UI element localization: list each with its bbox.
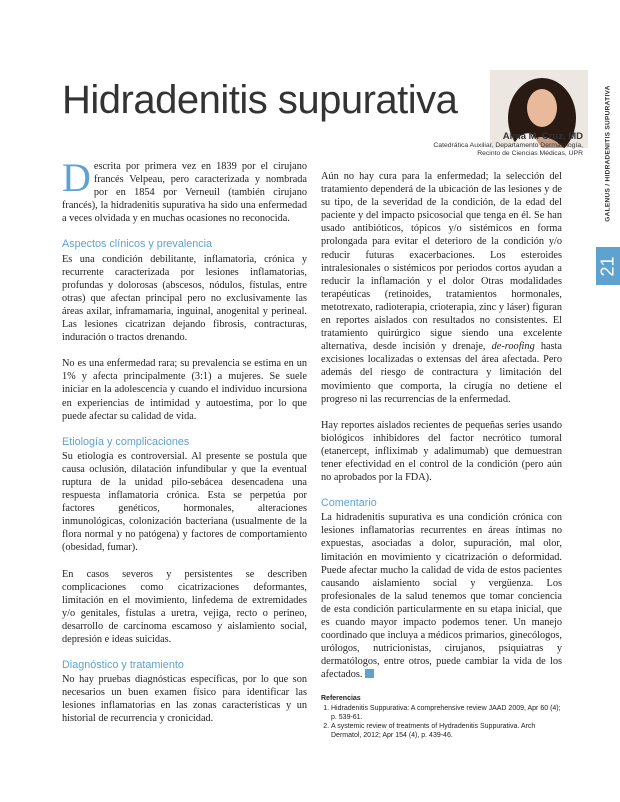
italic-term: de-roofing — [491, 341, 535, 353]
reference-item: 1. Hidradenitis Suppurativa: A comprehensive review JAAD 2009, Apr 60 (4); p. 539-61. — [331, 704, 562, 722]
end-mark-icon — [365, 669, 374, 678]
section-heading: Etiología y complicaciones — [62, 435, 190, 448]
author-name: Alma M. Cruz, MD — [502, 131, 583, 142]
body-paragraph — [321, 170, 562, 406]
references — [321, 694, 562, 740]
body-paragraph: No hay pruebas diagnósticas específicas, por lo que son necesarios un buen examen físico para identificar las lesiones inflamatorias en las zonas características y un historial de recurrencia y cronicidad. — [62, 674, 307, 725]
body-text: hasta excisiones localizadas o extensas del área afectada. Pero además del riesgo de contractura y limitación del movimiento que comporta, la cirugía no detiene el progreso ni las recurrencias de la enfermedad. — [321, 341, 562, 405]
references-heading: Referencias — [321, 695, 361, 703]
drop-cap: D — [62, 155, 91, 200]
body-text: La hidradenitis supurativa es una condición crónica con lesiones inflamatorias recurrentes en áreas íntimas no expuestas, asociadas a dolor, supuración, mal olor, limitación en movimiento y cicatrización o deformidad. Puede afectar mucho la calidad de vida de estos pacientes causando aislamiento social y vergüenza. Los profesionales de la salud tenemos que tomar conciencia de esta condición particularmente en su etapa inicial, que es cuando mayor impacto podemos tener. Un manejo coordinado que incluya a médicos primarios, ginecólogos, urólogos, nutricionistas, cirujanos, psiquiatras y dermatólogos, entre otros, puede cambiar la vida de los afectados. — [321, 512, 562, 681]
page-number: 21 — [597, 255, 618, 277]
article-title: Hidradenitis supurativa — [62, 78, 458, 122]
section-heading: Diagnóstico y tratamiento — [62, 659, 184, 672]
page-number-box — [596, 247, 620, 285]
intro-text: escrita por primera vez en 1839 por el cirujano francés Velpeau, pero caracterizada y nombrada por en 1854 por Verneuil (también cirujano francés), la hidradenitis supurativa ha sido una enfermedad a veces olvidada y en muchas ocasiones no reconocida. — [62, 161, 307, 225]
column-right — [321, 170, 562, 740]
body-text: Aún no hay cura para la enfermedad; la selección del tratamiento dependerá de la ubicación de las lesiones y de su tipo, de la severidad de la condición, de la edad del paciente y del impacto psicosocial que tenga en él. Se han usado antibióticos, tópicos y/o sistémicos en forma prolongada para evitar el deterioro de la condición y/o reducir futuras exacerbaciones. Los esteroides intralesionales o sistémicos por periodos cortos ayudan a reducir la inflamación y el dolor Otras modalidades terapéuticas (retinoides, tratamientos hormonales, metotrexato, radioterapia, crioterapia, zinc y láser) figuran en reportes aislados con resultados no consistentes. El tratamiento quirúrgico sigue siendo una excelente alternativa, desde incisión y drenaje, — [321, 171, 562, 353]
body-paragraph: Hay reportes aislados recientes de pequeñas series usando biológicos inhibidores del factor necrótico tumoral (etanercept, infliximab y adalimumab) que demuestran tener efectividad en el control de la condición (pero aún no aprobados por la FDA). — [321, 419, 562, 484]
body-paragraph — [321, 511, 562, 681]
author-affiliation: Catedrática Auxiliar, Departamento Dermatología, — [433, 142, 583, 149]
body-paragraph: Su etiología es controversial. Al presente se postula que causa oclusión, dilatación infundibular y que la eventual ruptura de la unidad pilo-sebácea desencadena una respuesta inflamatoria crónica. Esta se perpetúa por factores genéticos, hormonales, alteraciones inmunológicas, colonización bacteriana (usualmente de la flora normal y no patógena) y factores de comportamiento (obesidad, fumar). — [62, 450, 307, 554]
references-list — [321, 704, 562, 740]
intro-paragraph — [62, 155, 307, 225]
body-paragraph: No es una enfermedad rara; su prevalencia se estima en un 1% y afecta principalmente (3:1) a mujeres. Se suele iniciar en la adolescencia y cuando el individuo incursiona en experiencias de intimidad y autoestima, por lo que puede afectar su calidad de vida. — [62, 358, 307, 422]
running-head: GALENUS / HIDRADENITIS SUPURATIVA — [604, 85, 612, 222]
body-paragraph: En casos severos y persistentes se describen complicaciones como cicatrizaciones deformantes, limitación en el movimiento, linfedema de extremidades y/o genitales, fístulas a uretra, vejiga, recto o perineo, desarrollo de carcinoma escamoso y aislamiento social, depresión e ideas suicidas. — [62, 568, 307, 645]
section-heading: Aspectos clínicos y prevalencia — [62, 238, 213, 251]
reference-item: 2. A systemic review of treatments of Hydradenitis Suppurativa. Arch Dermatol, 2012; Apr 154 (4), p. 439-46. — [331, 722, 562, 740]
body-paragraph: Es una condición debilitante, inflamatoria, crónica y recurrente caracterizada por lesiones inflamatorias, profundas y dolorosas (abscesos, nódulos, fístulas, entre otras) que afectan principal pero no exclusivamente las áreas axilar, inframamaria, inguinal, anogenital y perineal. Las lesiones cicatrizan dejando fibrosis, contracturas, induración o tractos drenando. — [62, 253, 307, 344]
column-left — [62, 155, 307, 739]
author-block — [433, 131, 583, 158]
author-institution: Recinto de Ciencias Médicas, UPR — [477, 150, 583, 157]
section-heading: Comentario — [321, 497, 377, 510]
page-sidebar — [596, 0, 620, 802]
